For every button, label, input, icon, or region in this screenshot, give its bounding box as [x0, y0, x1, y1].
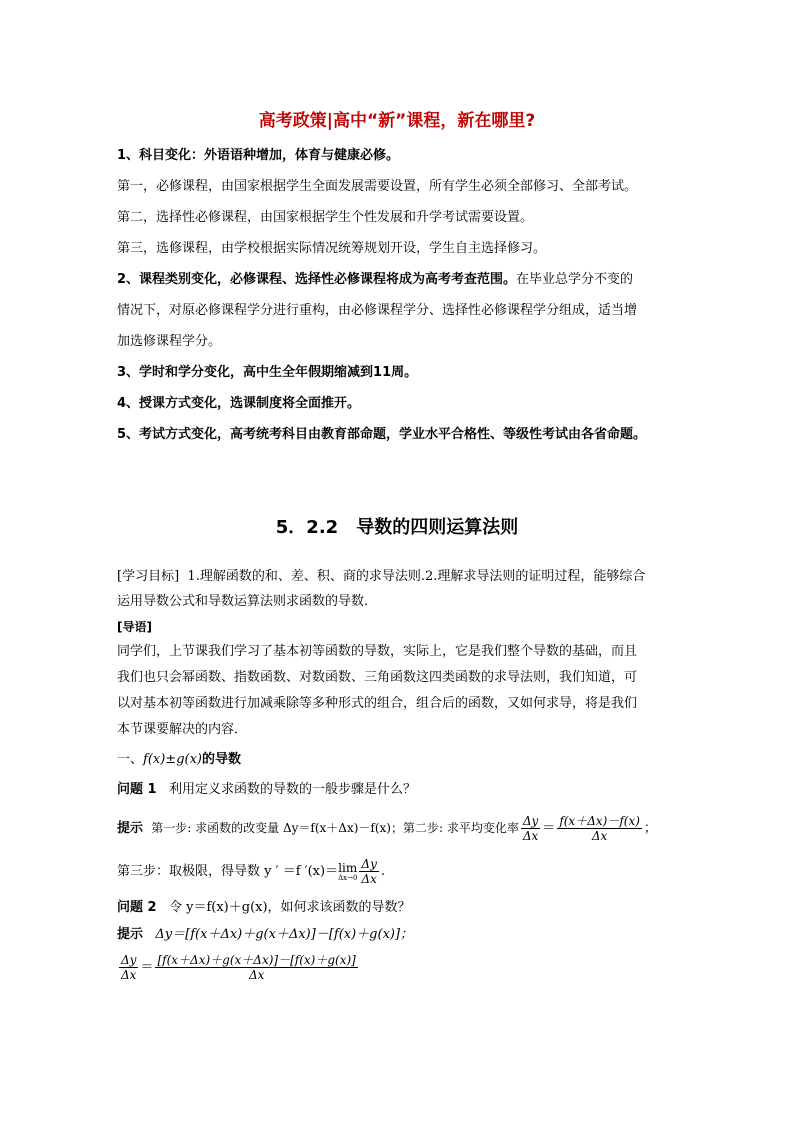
section-title: 5．2.2 导数的四则运算法则: [275, 517, 519, 538]
hint-2-label: 提示: [117, 927, 144, 942]
intro-label: [导语]: [117, 620, 152, 634]
step-3-end: .: [380, 864, 385, 879]
quotient-rhs-numerator: [f(x＋Δx)＋g(x＋Δx)]－[f(x)＋g(x)]: [157, 953, 356, 967]
avg-rate-numerator: Δy: [522, 814, 539, 828]
question-2: [117, 898, 687, 918]
part-1-heading: [117, 750, 687, 770]
quotient-rhs-fraction: [155, 953, 357, 982]
intro-line3: 以对基本初等函数进行加减乘除等多种形式的组合，组合后的函数，又如何求导，将是我们: [117, 696, 638, 711]
policy-title: 高考政策|高中“新”课程，新在哪里?: [258, 111, 536, 131]
part-1-suffix: 的导数: [202, 752, 242, 767]
intro-line2: 我们也只会幂函数、指数函数、对数函数、三角函数这四类函数的求导法则，我们知道，可: [117, 670, 638, 685]
learning-goal-text: 1.理解函数的和、差、积、商的求导法则.2.理解求导法则的证明过程，能够综合: [187, 569, 646, 584]
policy-item-5: 5、考试方式变化，高考统考科目由教育部命题，学业水平合格性、等级性考试由各省命题。: [117, 427, 647, 442]
policy-item-4: 4、授课方式变化，选课制度将全面推开。: [117, 396, 361, 411]
hint-2-text: Δy＝[f(x＋Δx)＋g(x＋Δx)]－[f(x)＋g(x)]；: [155, 927, 414, 942]
learning-goal-line1: [117, 567, 687, 587]
policy-item-1: 1、科目变化：外语语种增加，体育与健康必修。: [117, 148, 400, 163]
intro-line4: 本节课要解决的内容．: [117, 722, 248, 737]
derivative-denominator: Δx: [361, 872, 377, 886]
policy-item-2-rest: 在毕业总学分不变的: [516, 272, 634, 287]
intro-line1: 同学们，上节课我们学习了基本初等函数的导数，实际上，它是我们整个导数的基础，而且: [117, 644, 638, 659]
step-3: [117, 856, 687, 888]
avg-rate-equals: ＝: [542, 821, 556, 836]
difference-quotient-fraction: [557, 814, 642, 843]
avg-rate-denominator: Δx: [522, 829, 539, 843]
question-1: [117, 780, 687, 800]
step-3-text: 第三步：取极限，得导数 y ′ ＝f ′(x)＝: [117, 864, 339, 879]
quotient-rhs-denominator: Δx: [248, 968, 265, 982]
policy-third: 第三，选修课程，由学校根据实际情况统筹规划开设，学生自主选择修习。: [117, 241, 547, 256]
hint-2: [117, 925, 687, 945]
policy-item-2-bold: 2、课程类别变化，必修课程、选择性必修课程将成为高考考查范围。: [117, 272, 517, 287]
policy-item-2-line2: 情况下，对原必修课程学分进行重构，由必修课程学分、选择性必修课程学分组成，适当增: [117, 303, 638, 318]
learning-goal-label: [学习目标]: [117, 569, 180, 584]
difference-quotient-denominator: Δx: [591, 829, 608, 843]
policy-item-2: [117, 270, 687, 290]
policy-item-3: 3、学时和学分变化，高中生全年假期缩减到11周。: [117, 365, 418, 380]
hint-1-label: 提示: [117, 821, 144, 836]
question-1-text: 利用定义求函数的导数的一般步骤是什么？: [168, 782, 416, 797]
part-1-prefix: 一、: [117, 752, 144, 767]
policy-first: 第一，必修课程，由国家根据学生全面发展需要设置，所有学生必须全部修习、全部考试。: [117, 179, 638, 194]
policy-item-2-line3: 加选修课程学分。: [117, 334, 222, 349]
limit-word: lim: [338, 860, 358, 875]
hint-1-end: ；: [643, 821, 657, 836]
quotient-lhs-fraction: [119, 953, 138, 982]
derivative-numerator: Δy: [361, 857, 377, 871]
quotient-lhs-numerator: Δy: [121, 953, 137, 967]
limit-operator: [338, 862, 357, 882]
quotient-expression: [117, 950, 687, 986]
learning-goal-line2: 运用导数公式和导数运算法则求函数的导数．: [117, 594, 378, 609]
hint-1: [117, 812, 687, 845]
difference-quotient-numerator: f(x＋Δx)－f(x): [559, 814, 640, 828]
derivative-fraction: [359, 857, 378, 886]
question-2-text: 令 y＝f(x)＋g(x)，如何求该函数的导数？: [168, 900, 411, 915]
hint-1-text: 第一步: 求函数的改变量 Δy＝f(x＋Δx)－f(x)；第二步: 求平均变化率: [151, 821, 519, 835]
quotient-lhs-denominator: Δx: [121, 968, 137, 982]
question-2-label: 问题 2: [117, 900, 157, 915]
policy-second: 第二，选择性必修课程，由国家根据学生个性发展和升学考试需要设置。: [117, 210, 534, 225]
avg-rate-fraction: [521, 814, 540, 843]
question-1-label: 问题 1: [117, 782, 157, 797]
quotient-equals: ＝: [140, 960, 154, 975]
part-1-expression: f(x)±g(x): [143, 752, 202, 767]
limit-subscript: Δx→0: [338, 873, 358, 882]
